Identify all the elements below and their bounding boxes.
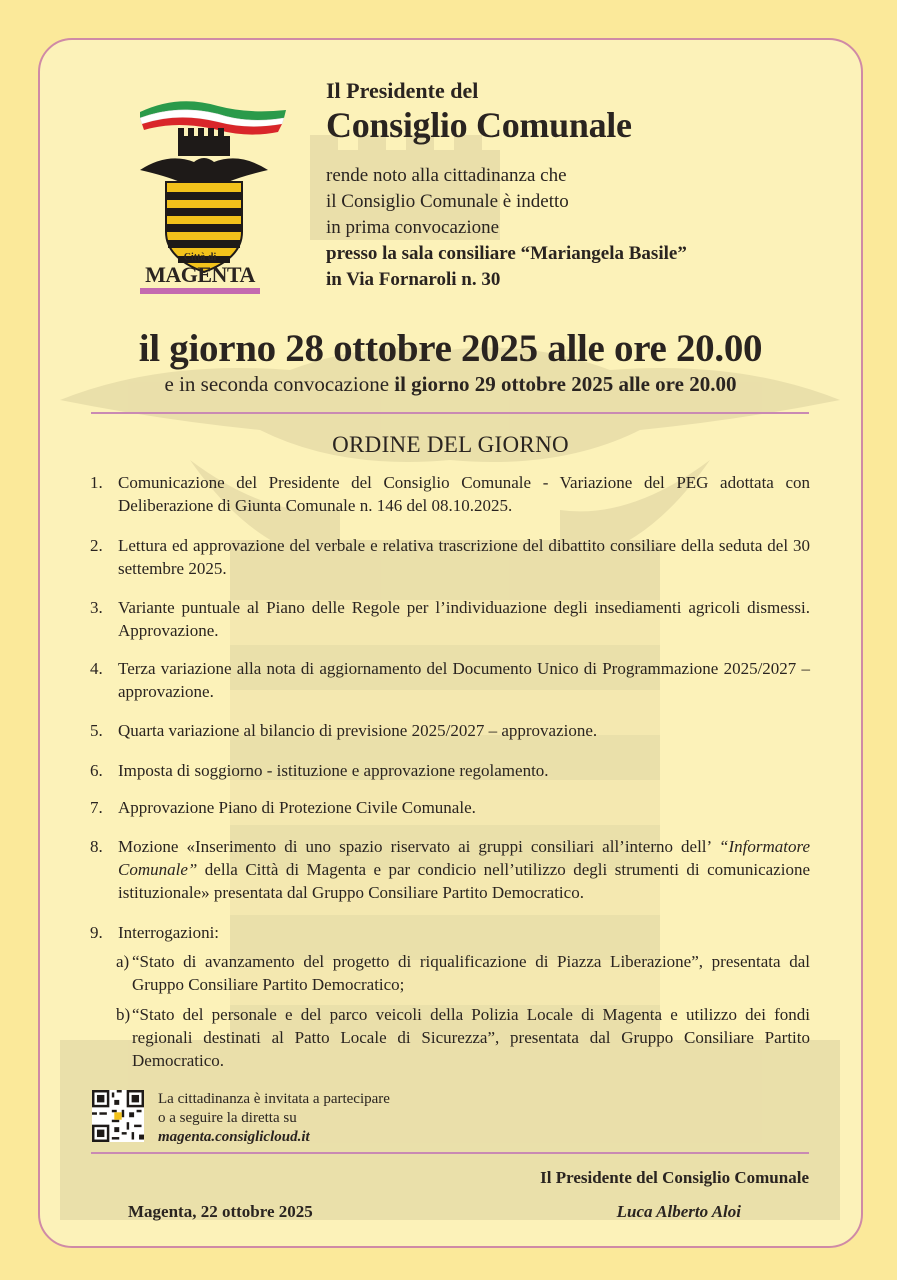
item-text: Terza variazione alla nota di aggiornamento del Documento Unico di Programmazione 2025/2027 – approvazione.	[118, 659, 810, 701]
subitem-letter: a)	[116, 952, 130, 971]
divider	[91, 412, 809, 414]
first-convocation-date: il giorno 28 ottobre 2025 alle ore 20.00	[138, 327, 763, 370]
item-text	[118, 835, 810, 904]
divider	[91, 1152, 809, 1154]
item-number: 5.	[90, 721, 103, 740]
second-convocation-prefix: e in seconda convocazione	[164, 372, 395, 396]
header-title: Consiglio Comunale	[326, 105, 632, 145]
agenda-item	[90, 471, 810, 517]
agenda-item	[90, 596, 810, 642]
place-and-date: Magenta, 22 ottobre 2025	[128, 1202, 313, 1221]
notice-card	[38, 38, 863, 1248]
logo-city-small: Città di	[183, 252, 217, 263]
item-text-italic: “Informatore Comunale”	[118, 837, 810, 879]
logo-underline	[140, 288, 260, 294]
invite-line: La cittadinanza è invitata a partecipare	[158, 1091, 390, 1107]
subitem-text: “Stato del personale e del parco veicoli della Polizia Locale di Magenta e utilizzo dei fondi regionali destinati al Patto Locale di Sicurezza”, presentata dal Gruppo Consiliare Partito Democratico.	[132, 1005, 810, 1070]
subitem-letter: b)	[116, 1005, 131, 1024]
subitem-text: “Stato di avanzamento del progetto di riqualificazione di Piazza Liberazione”, presentata dal Gruppo Consiliare Partito Democratico;	[132, 952, 810, 994]
item-number: 3.	[90, 598, 103, 617]
agenda-item	[90, 921, 810, 944]
item-text: Approvazione Piano di Protezione Civile Comunale.	[118, 798, 476, 817]
logo-city-name: MAGENTA	[145, 262, 255, 287]
item-text-part: della Città di Magenta e par condicio nell’utilizzo degli strumenti di comunicazione istituzionale» presentata dal Gruppo Consiliare Partito Democratico.	[118, 860, 810, 902]
agenda-title: ORDINE DEL GIORNO	[332, 432, 569, 457]
agenda-item	[90, 796, 810, 819]
invite-line: o a seguire la diretta su	[158, 1110, 297, 1126]
item-text: Lettura ed approvazione del verbale e relativa trascrizione del dibattito consiliare della seduta del 30 settembre 2025.	[118, 536, 810, 578]
address-line: in Via Fornaroli n. 30	[326, 269, 501, 290]
item-number: 8.	[90, 837, 103, 856]
agenda-item	[90, 835, 810, 904]
agenda-subitem	[116, 950, 810, 996]
agenda-subitem	[116, 1003, 810, 1072]
item-text: Quarta variazione al bilancio di previsione 2025/2027 – approvazione.	[118, 721, 598, 740]
qr-code-icon[interactable]	[92, 1090, 144, 1142]
item-text: Interrogazioni:	[118, 923, 220, 942]
header-pre-title: Il Presidente del	[326, 78, 479, 103]
second-convocation-date: il giorno 29 ottobre 2025 alle ore 20.00	[394, 372, 737, 396]
item-number: 2.	[90, 536, 103, 555]
item-number: 4.	[90, 659, 103, 678]
item-number: 1.	[90, 473, 103, 492]
item-number: 9.	[90, 923, 103, 942]
item-text-part: Mozione «Inserimento di uno spazio riservato ai gruppi consiliari all’interno dell’	[118, 837, 719, 856]
streaming-link[interactable]: magenta.consiglicloud.it	[158, 1129, 310, 1145]
intro-line: rende noto alla cittadinanza che	[326, 165, 567, 186]
agenda-item	[90, 534, 810, 580]
item-text: Variante puntuale al Piano delle Regole per l’individuazione degli insediamenti agricoli dismessi. Approvazione.	[118, 598, 810, 640]
location-line: presso la sala consiliare “Mariangela Basile”	[326, 243, 687, 264]
signature-title: Il Presidente del Consiglio Comunale	[540, 1168, 809, 1187]
signature-name: Luca Alberto Aloi	[616, 1202, 741, 1221]
item-text: Comunicazione del Presidente del Consiglio Comunale - Variazione del PEG adottata con Deliberazione di Giunta Comunale n. 146 del 08.10.2025.	[118, 473, 810, 515]
agenda-item	[90, 657, 810, 703]
intro-line: in prima convocazione	[326, 217, 500, 238]
item-number: 6.	[90, 761, 103, 780]
agenda-item	[90, 759, 810, 782]
agenda-item	[90, 719, 810, 742]
item-number: 7.	[90, 798, 103, 817]
header-intro	[326, 163, 687, 293]
invite-text	[158, 1090, 390, 1147]
intro-line: il Consiglio Comunale è indetto	[326, 191, 569, 212]
item-text: Imposta di soggiorno - istituzione e approvazione regolamento.	[118, 761, 549, 780]
second-convocation-line	[40, 372, 861, 397]
